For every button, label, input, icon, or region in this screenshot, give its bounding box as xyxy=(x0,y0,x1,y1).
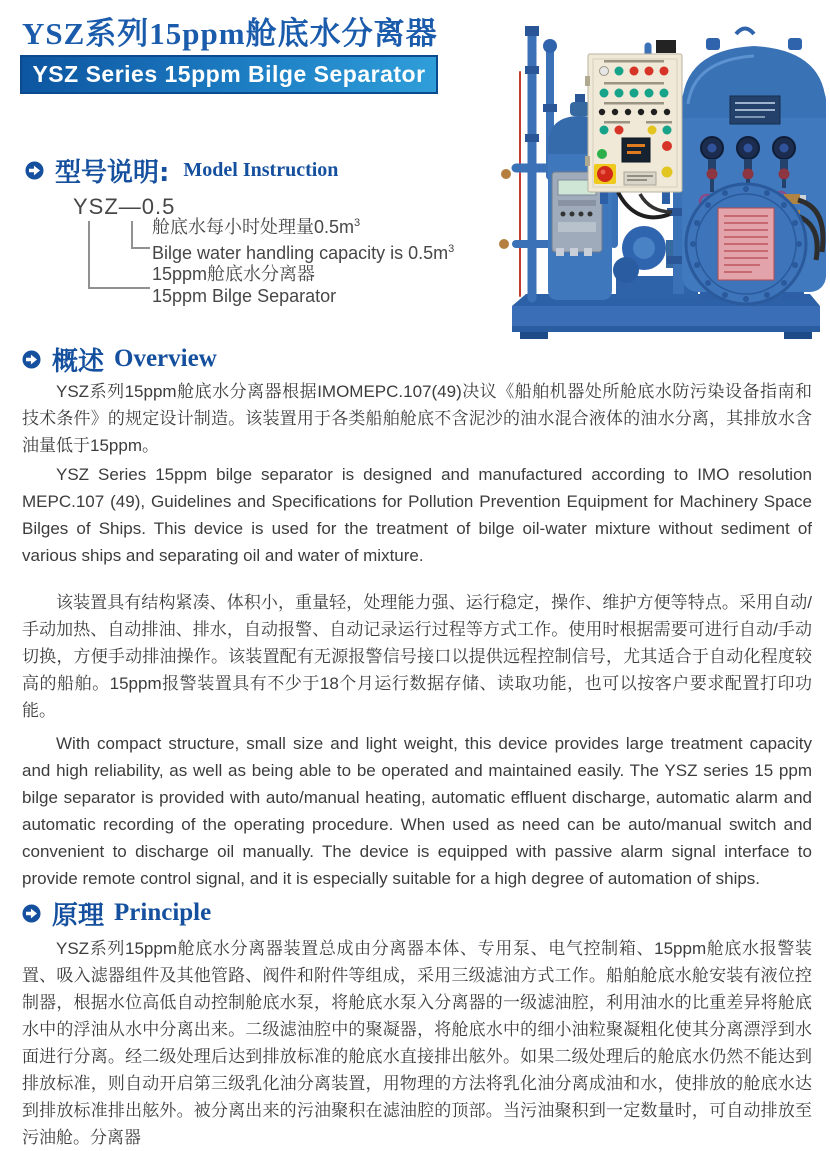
model-capacity-label xyxy=(152,212,454,264)
overview-paragraph-cn-1: YSZ系列15ppm舱底水分离器根据IMOMEPC.107(49)决议《船舶机器处所舱底水防污染设备指南和技术条件》的规定设计制造。该装置用于各类船舶舱底不含泥沙的油水混合液体的油水分离，其排放水含油量低于15ppm。 xyxy=(22,382,812,455)
manhole-cover xyxy=(686,184,806,304)
capacity-sup-cn: 3 xyxy=(354,217,361,229)
section-heading-overview xyxy=(22,342,812,376)
capacity-sup-en: 3 xyxy=(448,243,455,255)
type-label-en: 15ppm Bilge Separator xyxy=(152,286,337,306)
page-title-en: YSZ Series 15ppm Bilge Separator xyxy=(32,61,426,87)
arrow-bullet-icon xyxy=(22,904,41,923)
arrow-bullet-icon xyxy=(22,350,41,369)
model-code: YSZ—0.5 xyxy=(73,194,176,219)
type-label-cn: 15ppm舱底水分离器 xyxy=(152,264,316,284)
principle-paragraph-cn: YSZ系列15ppm舱底水分离器装置总成由分离器本体、专用泵、电气控制箱、15ppm舱底水报警装置、吸入滤器组件及其他管路、阀件和附件等组成，采用三级滤油方式工作。船舶舱底水舱安装有液位控制器，根据水位高低自动控制舱底水泵，将舱底水泵入分离器的一级滤油腔，利用油水的比重差异将舱底水中的浮油从水中分离出来。二级滤油腔中的聚凝器，将舱底水中的细小油粒聚凝粗化使其分离漂浮到水面进行分离。经二级处理后达到排放标准的舱底水直接排出舷外。如果二级处理后的舱底水仍然不能达到排放标准，则自动开启第三级乳化油分离装置，用物理的方法将乳化油分离成油和水，使排放的舱底水达到排放标准排出舷外。被分离出来的污油聚积在滤油腔的顶部。当污油聚积到一定数量时，可自动排放至污油舱。分离器 xyxy=(22,939,812,1147)
separator-tank xyxy=(682,29,826,305)
principle-heading-cn: 原理 xyxy=(52,900,105,931)
section-heading-model xyxy=(25,152,338,189)
page-title-banner xyxy=(20,55,438,94)
overview-heading-en: Overview xyxy=(114,345,217,372)
overview-paragraph-en-2: With compact structure, small size and light weight, this device provides large treatment capacity and high reliability, as well as being able to be operated and maintained easily. The YSZ series 15 ppm bilge separator is provided with auto/manual heating, automatic effluent discharge, automatic alarm and automatic recording of the operating procedure. When used as need can be auto/manual switch and convenient to discharge oil manually. The device is equipped with passive alarm signal interface to provide remote control signal, and it is especially suitable for a high degree of automation of ships. xyxy=(22,734,812,888)
overview-paragraph-cn-2: 该装置具有结构紧凑、体积小，重量轻，处理能力强、运行稳定，操作、维护方便等特点。采用自动/手动加热、自动排油、排水，自动报警、自动记录运行过程等方式工作。使用时根据需要可进行自动/手动切换，方便手动排油操作。该装置配有无源报警信号接口以提供远程控制信号，尤其适合于自动化程度较高的船舶。15ppm报警装置具有不少于18个月运行数据存储、读取功能，也可以按客户要求配置打印功能。 xyxy=(22,593,812,720)
overview-heading-cn: 概述 xyxy=(52,346,105,377)
model-type-label xyxy=(152,263,336,307)
capacity-label-en: Bilge water handling capacity is 0.5m xyxy=(152,243,449,263)
base-skid xyxy=(512,294,820,339)
section-heading-principle xyxy=(22,896,812,930)
control-panel xyxy=(585,54,682,204)
overview-paragraph-en-1: YSZ Series 15ppm bilge separator is designed and manufactured according to IMO resolution MEPC.107 (49), Guidelines and Specifications for Pollution Prevention Equipment for Machinery Space Bilges of Ships. This device is used for the treatment of bilge oil-water mixture without sediment of various ships and separating oil and water of mixture. xyxy=(22,465,812,565)
product-photo xyxy=(490,6,828,344)
principle-heading-en: Principle xyxy=(114,899,212,926)
model-diagram-line-type xyxy=(88,221,150,289)
arrow-bullet-icon xyxy=(25,161,44,180)
model-heading-en: Model Instruction xyxy=(183,159,339,181)
model-heading-cn: 型号说明: xyxy=(55,158,170,188)
capacity-label-cn: 舱底水每小时处理量0.5m xyxy=(152,217,355,237)
page-title: YSZ系列15ppm舱底水分离器 xyxy=(22,16,438,51)
body-content xyxy=(22,342,812,1151)
